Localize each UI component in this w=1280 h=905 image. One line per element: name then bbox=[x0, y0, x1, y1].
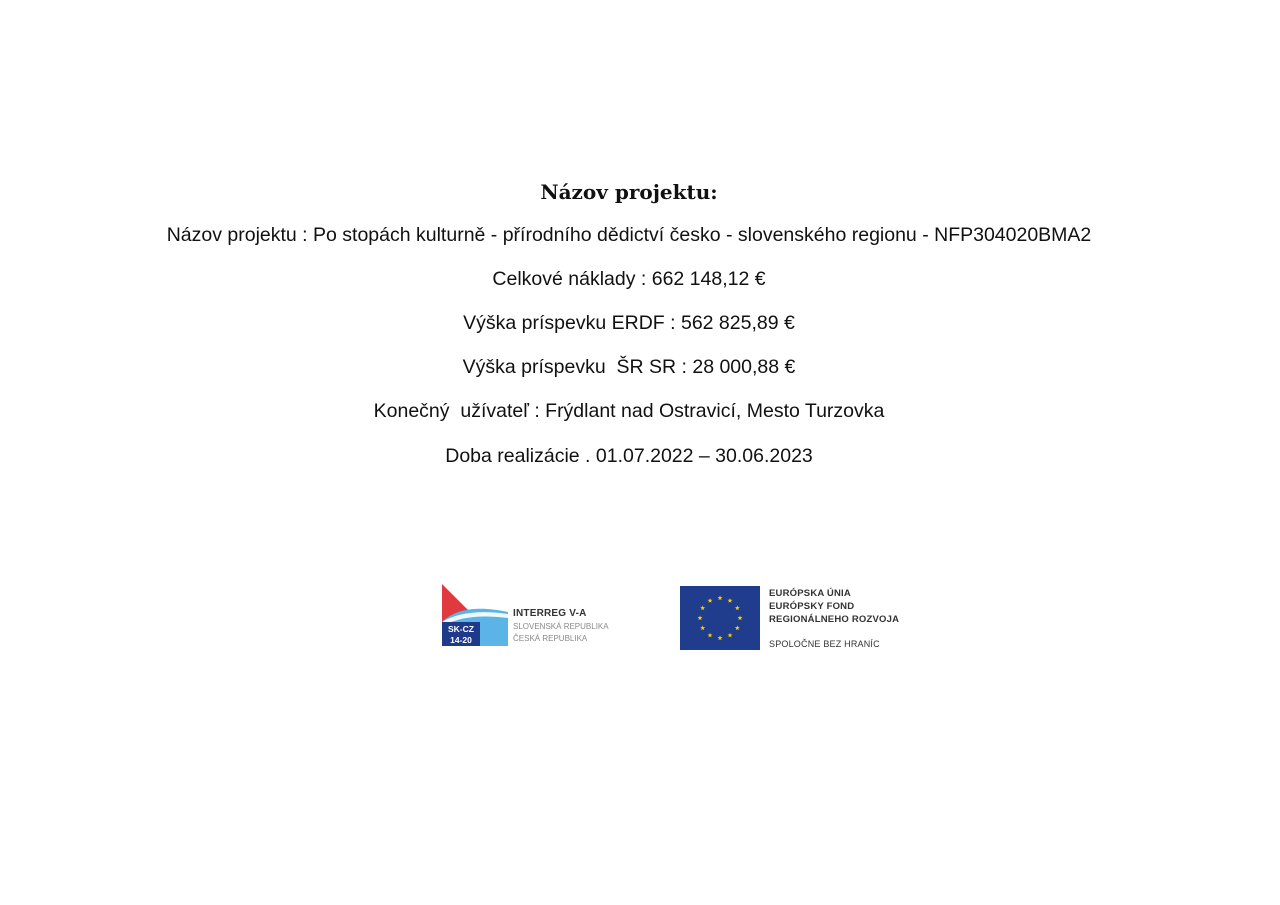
eu-fund-text: EURÓPSKY FOND bbox=[769, 601, 855, 612]
eu-union-text: EURÓPSKA ÚNIA bbox=[769, 588, 851, 599]
eu-regional-text: REGIONÁLNEHO ROZVOJA bbox=[769, 614, 900, 625]
project-name-line: Názov projektu : Po stopách kulturně - přírodního dědictví česko - slovenského regionu - NFP304020BMA2 bbox=[166, 224, 1092, 246]
final-user-line: Konečný užívateľ : Frýdlant nad Ostravicí, Mesto Turzovka bbox=[373, 400, 885, 422]
interreg-title: INTERREG V-A bbox=[513, 608, 587, 619]
erdf-contribution-line: Výška príspevku ERDF : 562 825,89 € bbox=[463, 312, 795, 334]
eu-slogan-text: SPOLOČNE BEZ HRANÍC bbox=[769, 639, 880, 649]
implementation-period-line: Doba realizácie . 01.07.2022 – 30.06.2023 bbox=[445, 445, 813, 467]
interreg-badge-line1: SK-CZ bbox=[448, 624, 474, 634]
eu-erdf-logo bbox=[680, 584, 920, 654]
interreg-badge-line2: 14-20 bbox=[450, 635, 472, 645]
total-costs-line: Celkové náklady : 662 148,12 € bbox=[492, 268, 766, 290]
interreg-subtitle-cz: ČESKÁ REPUBLIKA bbox=[513, 634, 588, 643]
interreg-emblem-icon bbox=[440, 576, 510, 652]
state-budget-contribution-line: Výška príspevku ŠR SR : 28 000,88 € bbox=[462, 356, 796, 378]
interreg-subtitle-sk: SLOVENSKÁ REPUBLIKA bbox=[513, 622, 609, 631]
eu-flag-icon bbox=[680, 586, 760, 650]
page-title: Názov projektu: bbox=[540, 180, 718, 204]
interreg-logo bbox=[440, 576, 650, 652]
